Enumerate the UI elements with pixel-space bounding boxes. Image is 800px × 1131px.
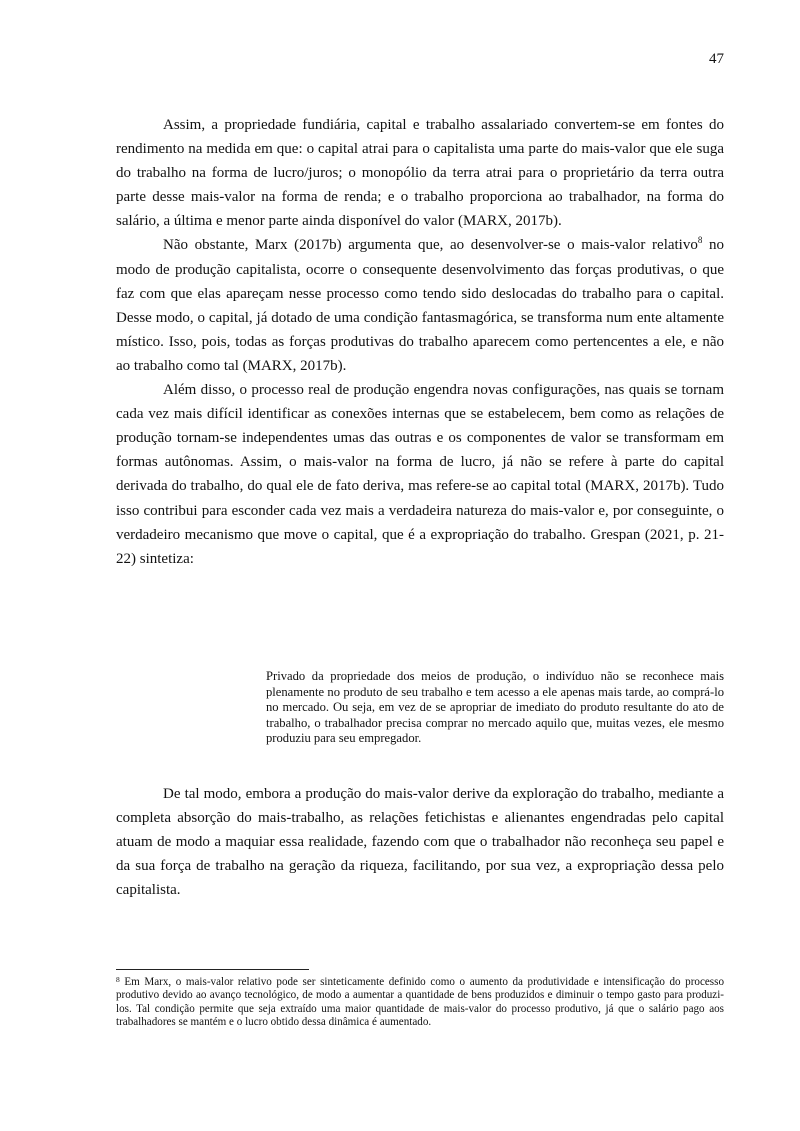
page-number: 47 (709, 51, 724, 67)
paragraph-2-text-after-ref: no modo de produção capitalista, ocorre o consequente desenvolvimento das forças produtivas, o que faz com que elas apareçam nesse processo como tendo sido deslocadas do trabalho para o capital. Desse modo, o capital, já dotado de uma condição fantasmagórica, se transforma num ente altamente místico. Isso, pois, todas as forças produtivas do trabalho aparecem como pertencentes a ele, e não ao trabalho como tal (MARX, 2017b). (116, 237, 725, 374)
footnote-mark: 8 (116, 975, 120, 984)
block-quote: Privado da propriedade dos meios de produção, o indivíduo não se reconhece mais plenamente no produto de seu trabalho e tem acesso a ele apenas mais tarde, ao comprá-lo no mercado. Ou seja, em vez de se apropriar de imediato do produto resultante do ato de trabalho, o trabalhador precisa comprar no mercado aquilo que, muitas vezes, ele mesmo produziu para seu empregador. (266, 669, 724, 746)
footnote-divider (116, 969, 309, 970)
paragraph-2-text-before-ref: Não obstante, Marx (2017b) argumenta que, ao desenvolver-se o mais-valor relativo (163, 237, 698, 254)
paragraph-2 (116, 233, 724, 378)
paragraph-1: Assim, a propriedade fundiária, capital e trabalho assalariado convertem-se em fontes do rendimento na medida em que: o capital atrai para o capitalista uma parte do mais-valor que ele suga do trabalho na forma de lucro/juros; o monopólio da terra atrai para o proprietário da terra outra parte desse mais-valor na forma de renda; e o trabalho proporciona ao trabalhador, na forma do salário, a última e menor parte ainda disponível do valor (MARX, 2017b). (116, 117, 724, 230)
footnote-reference[interactable]: 8 (697, 235, 703, 246)
body-text-continued (116, 782, 724, 902)
paragraph-4: De tal modo, embora a produção do mais-valor derive da exploração do trabalho, mediante a completa absorção do mais-trabalho, as relações fetichistas e alienantes engendradas pelo capital atuam de modo a maquiar essa realidade, fazendo com que o trabalhador não reconheça seu papel e da sua força de trabalho na geração da riqueza, facilitando, por sua vez, a expropriação dessa pelo capitalista. (116, 786, 724, 899)
body-text (116, 113, 724, 571)
footnote (116, 976, 724, 1029)
paragraph-3: Além disso, o processo real de produção engendra novas configurações, nas quais se tornam cada vez mais difícil identificar as conexões internas que se estabelecem, bem como as relações de produção tornam-se independentes umas das outras e os componentes de valor se transformam em formas autônomas. Assim, o mais-valor na forma de lucro, já não se refere à parte do capital derivada do trabalho, do qual ele de fato deriva, mas refere-se ao capital total (MARX, 2017b). Tudo isso contribui para esconder cada vez mais a verdadeira natureza do mais-valor e, por conseguinte, o verdadeiro mecanismo que move o capital, que é a expropriação do trabalho. Grespan (2021, p. 21-22) sintetiza: (116, 382, 724, 567)
footnote-text: Em Marx, o mais-valor relativo pode ser sinteticamente definido como o aumento da produtividade e intensificação do processo produtivo devido ao avanço tecnológico, de modo a aumentar a quantidade de bens produzidos e diminuir o tempo gasto para produzi-los. Tal condição permite que seja extraído uma maior quantidade de mais-valor do processo produtivo, já que o salário pago aos trabalhadores se mantém e o lucro obtido dessa dinâmica é aumentado. (116, 976, 724, 1028)
